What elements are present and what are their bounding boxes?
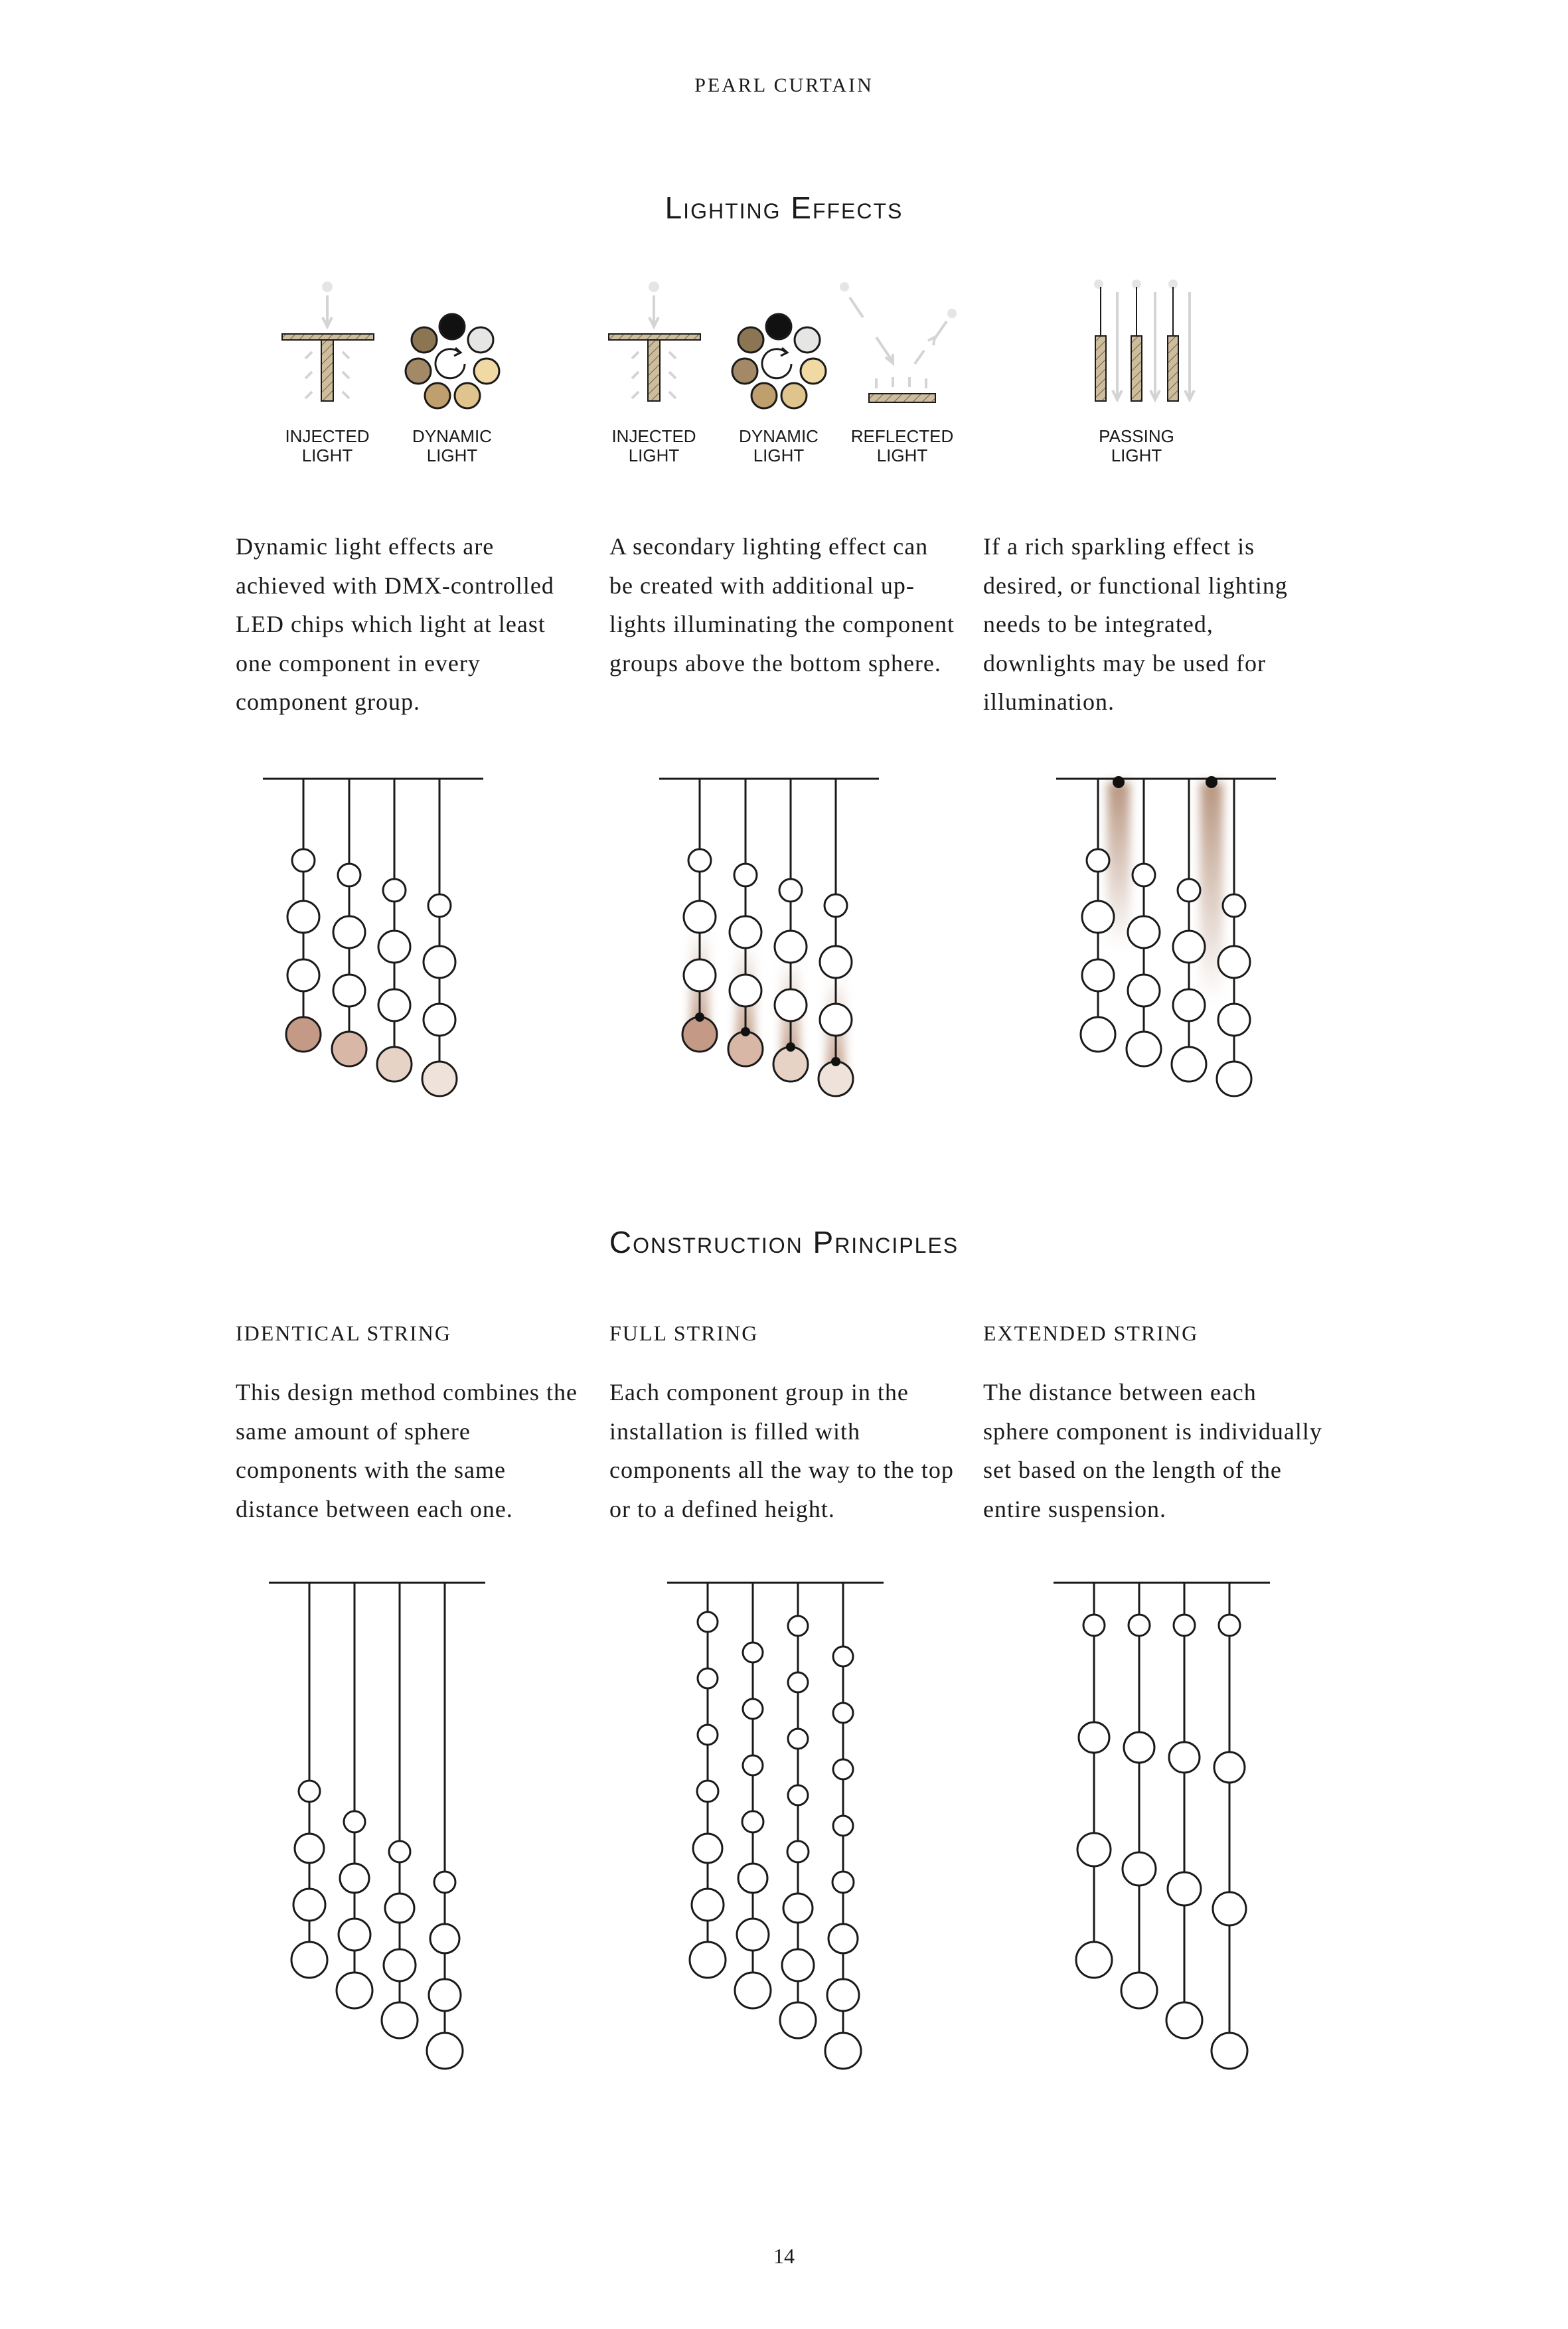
running-title: PEARL CURTAIN [694, 74, 874, 96]
diagram-extended-string [1054, 1583, 1270, 2069]
subheading-identical-string: IDENTICAL STRING [236, 1321, 451, 1345]
diagram-identical-string [269, 1583, 485, 2069]
subheading-full-string: FULL STRING [609, 1321, 759, 1345]
page-number: 14 [773, 2244, 795, 2268]
paragraph-full-string: Each component group in the installation is filled with components all the way to the top or to a defined height. [609, 1379, 954, 1522]
paragraph-sparkling-effect: If a rich sparkling effect is desired, or functional lighting needs to be integrated, downlights may be used for illumination. [983, 533, 1288, 715]
icon-label-dynamic-light: DYNAMIC LIGHT [739, 426, 819, 465]
icon-label-injected-light: INJECTED LIGHT [285, 426, 370, 465]
paragraph-dynamic-light: Dynamic light effects are achieved with DMX-controlled LED chips which light at least one component in every component group. [236, 533, 554, 715]
section-title-construction-principles: Construction Principles [609, 1225, 959, 1259]
paragraph-extended-string: The distance between each sphere component is individually set based on the length of the entire suspension. [983, 1379, 1322, 1522]
subheading-extended-string: EXTENDED STRING [983, 1321, 1199, 1345]
section-title-lighting-effects: Lighting Effects [665, 191, 903, 225]
icon-label-reflected-light: REFLECTED LIGHT [850, 426, 954, 465]
icon-label-passing-light: PASSING LIGHT [1099, 426, 1174, 465]
paragraph-identical-string: This design method combines the same amount of sphere components with the same distance between each one. [236, 1379, 578, 1522]
diagram-full-string [667, 1583, 884, 2069]
icon-label-dynamic-light: DYNAMIC LIGHT [412, 426, 492, 465]
paragraph-secondary-lighting: A secondary lighting effect can be created with additional up-lights illuminating the component groups above the bottom sphere. [609, 533, 955, 677]
icon-label-injected-light: INJECTED LIGHT [611, 426, 696, 465]
